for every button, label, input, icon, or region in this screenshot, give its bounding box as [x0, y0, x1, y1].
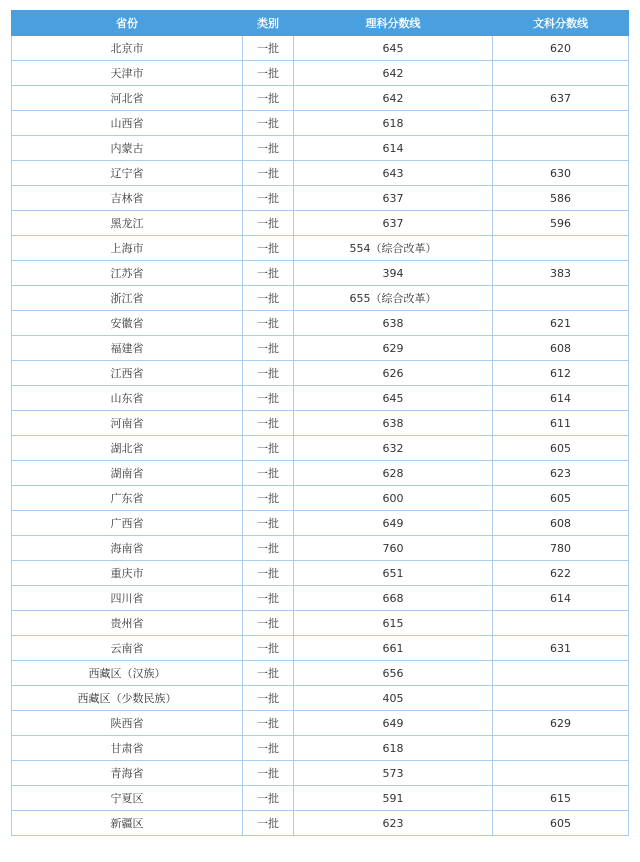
province-cell: 山西省: [12, 111, 243, 136]
liberal-arts-score-cell: 614: [493, 586, 629, 611]
province-cell: 西藏区（少数民族）: [12, 686, 243, 711]
category-cell: 一批: [243, 311, 294, 336]
category-cell: 一批: [243, 486, 294, 511]
table-row: [12, 436, 629, 461]
science-score-cell: 642: [294, 86, 493, 111]
table-row: [12, 661, 629, 686]
table-row: [12, 461, 629, 486]
table-header: [12, 11, 629, 36]
liberal-arts-score-cell: [493, 111, 629, 136]
science-score-cell: 629: [294, 336, 493, 361]
category-cell: 一批: [243, 586, 294, 611]
table-row: [12, 61, 629, 86]
province-cell: 西藏区（汉族）: [12, 661, 243, 686]
liberal-arts-score-cell: 586: [493, 186, 629, 211]
category-cell: 一批: [243, 661, 294, 686]
category-cell: 一批: [243, 736, 294, 761]
category-cell: 一批: [243, 236, 294, 261]
header-liberal-arts-score: 文科分数线: [493, 11, 629, 36]
science-score-cell: 394: [294, 261, 493, 286]
category-cell: 一批: [243, 211, 294, 236]
science-score-cell: 405: [294, 686, 493, 711]
table-row: [12, 811, 629, 836]
province-cell: 内蒙古: [12, 136, 243, 161]
table-row: [12, 486, 629, 511]
province-cell: 重庆市: [12, 561, 243, 586]
province-cell: 湖南省: [12, 461, 243, 486]
category-cell: 一批: [243, 611, 294, 636]
province-cell: 辽宁省: [12, 161, 243, 186]
province-cell: 黑龙江: [12, 211, 243, 236]
science-score-cell: 618: [294, 111, 493, 136]
table-row: [12, 536, 629, 561]
science-score-cell: 618: [294, 736, 493, 761]
category-cell: 一批: [243, 111, 294, 136]
liberal-arts-score-cell: [493, 686, 629, 711]
liberal-arts-score-cell: 605: [493, 436, 629, 461]
category-cell: 一批: [243, 686, 294, 711]
province-cell: 陕西省: [12, 711, 243, 736]
liberal-arts-score-cell: 612: [493, 361, 629, 386]
category-cell: 一批: [243, 136, 294, 161]
science-score-cell: 651: [294, 561, 493, 586]
category-cell: 一批: [243, 786, 294, 811]
table-row: [12, 636, 629, 661]
liberal-arts-score-cell: 629: [493, 711, 629, 736]
province-cell: 天津市: [12, 61, 243, 86]
province-cell: 湖北省: [12, 436, 243, 461]
science-score-cell: 614: [294, 136, 493, 161]
category-cell: 一批: [243, 86, 294, 111]
province-cell: 宁夏区: [12, 786, 243, 811]
category-cell: 一批: [243, 811, 294, 836]
table-row: [12, 711, 629, 736]
liberal-arts-score-cell: 620: [493, 36, 629, 61]
science-score-cell: 638: [294, 411, 493, 436]
category-cell: 一批: [243, 411, 294, 436]
category-cell: 一批: [243, 361, 294, 386]
science-score-cell: 638: [294, 311, 493, 336]
table-row: [12, 786, 629, 811]
province-cell: 江西省: [12, 361, 243, 386]
liberal-arts-score-cell: 383: [493, 261, 629, 286]
liberal-arts-score-cell: 780: [493, 536, 629, 561]
table-row: [12, 561, 629, 586]
province-cell: 广西省: [12, 511, 243, 536]
category-cell: 一批: [243, 436, 294, 461]
liberal-arts-score-cell: [493, 286, 629, 311]
province-cell: 云南省: [12, 636, 243, 661]
province-cell: 浙江省: [12, 286, 243, 311]
liberal-arts-score-cell: 608: [493, 336, 629, 361]
table-row: [12, 186, 629, 211]
score-table: [11, 10, 629, 836]
liberal-arts-score-cell: 631: [493, 636, 629, 661]
table-row: [12, 161, 629, 186]
province-cell: 河北省: [12, 86, 243, 111]
science-score-cell: 642: [294, 61, 493, 86]
liberal-arts-score-cell: 622: [493, 561, 629, 586]
province-cell: 青海省: [12, 761, 243, 786]
science-score-cell: 554（综合改革）: [294, 236, 493, 261]
province-cell: 新疆区: [12, 811, 243, 836]
province-cell: 河南省: [12, 411, 243, 436]
science-score-cell: 637: [294, 211, 493, 236]
liberal-arts-score-cell: 623: [493, 461, 629, 486]
category-cell: 一批: [243, 61, 294, 86]
liberal-arts-score-cell: 605: [493, 811, 629, 836]
category-cell: 一批: [243, 761, 294, 786]
category-cell: 一批: [243, 711, 294, 736]
province-cell: 安徽省: [12, 311, 243, 336]
header-row: [12, 11, 629, 36]
science-score-cell: 628: [294, 461, 493, 486]
liberal-arts-score-cell: 630: [493, 161, 629, 186]
category-cell: 一批: [243, 286, 294, 311]
science-score-cell: 623: [294, 811, 493, 836]
province-cell: 山东省: [12, 386, 243, 411]
table-body: [12, 36, 629, 836]
science-score-cell: 656: [294, 661, 493, 686]
science-score-cell: 626: [294, 361, 493, 386]
category-cell: 一批: [243, 261, 294, 286]
science-score-cell: 661: [294, 636, 493, 661]
table-row: [12, 361, 629, 386]
table-row: [12, 36, 629, 61]
province-cell: 福建省: [12, 336, 243, 361]
liberal-arts-score-cell: [493, 661, 629, 686]
category-cell: 一批: [243, 386, 294, 411]
province-cell: 广东省: [12, 486, 243, 511]
liberal-arts-score-cell: [493, 61, 629, 86]
province-cell: 江苏省: [12, 261, 243, 286]
science-score-cell: 591: [294, 786, 493, 811]
table-row: [12, 411, 629, 436]
category-cell: 一批: [243, 511, 294, 536]
province-cell: 甘肃省: [12, 736, 243, 761]
liberal-arts-score-cell: 615: [493, 786, 629, 811]
category-cell: 一批: [243, 336, 294, 361]
liberal-arts-score-cell: [493, 736, 629, 761]
table-row: [12, 386, 629, 411]
science-score-cell: 573: [294, 761, 493, 786]
province-cell: 贵州省: [12, 611, 243, 636]
category-cell: 一批: [243, 161, 294, 186]
liberal-arts-score-cell: 605: [493, 486, 629, 511]
table-row: [12, 211, 629, 236]
liberal-arts-score-cell: 637: [493, 86, 629, 111]
table-row: [12, 336, 629, 361]
liberal-arts-score-cell: 614: [493, 386, 629, 411]
liberal-arts-score-cell: [493, 611, 629, 636]
liberal-arts-score-cell: [493, 136, 629, 161]
province-cell: 海南省: [12, 536, 243, 561]
category-cell: 一批: [243, 636, 294, 661]
category-cell: 一批: [243, 36, 294, 61]
liberal-arts-score-cell: [493, 236, 629, 261]
science-score-cell: 600: [294, 486, 493, 511]
category-cell: 一批: [243, 561, 294, 586]
table-row: [12, 86, 629, 111]
table-row: [12, 611, 629, 636]
table-row: [12, 511, 629, 536]
header-science-score: 理科分数线: [294, 11, 493, 36]
science-score-cell: 645: [294, 36, 493, 61]
liberal-arts-score-cell: 608: [493, 511, 629, 536]
science-score-cell: 637: [294, 186, 493, 211]
liberal-arts-score-cell: 611: [493, 411, 629, 436]
category-cell: 一批: [243, 186, 294, 211]
table-row: [12, 236, 629, 261]
liberal-arts-score-cell: 621: [493, 311, 629, 336]
table-row: [12, 111, 629, 136]
header-category: 类别: [243, 11, 294, 36]
province-cell: 四川省: [12, 586, 243, 611]
table-row: [12, 286, 629, 311]
science-score-cell: 643: [294, 161, 493, 186]
science-score-cell: 632: [294, 436, 493, 461]
science-score-cell: 649: [294, 711, 493, 736]
province-cell: 吉林省: [12, 186, 243, 211]
province-cell: 北京市: [12, 36, 243, 61]
table-row: [12, 261, 629, 286]
header-province: 省份: [12, 11, 243, 36]
table-row: [12, 736, 629, 761]
science-score-cell: 760: [294, 536, 493, 561]
science-score-cell: 615: [294, 611, 493, 636]
table-row: [12, 136, 629, 161]
science-score-cell: 645: [294, 386, 493, 411]
category-cell: 一批: [243, 461, 294, 486]
table-row: [12, 586, 629, 611]
province-cell: 上海市: [12, 236, 243, 261]
science-score-cell: 668: [294, 586, 493, 611]
table-row: [12, 311, 629, 336]
table-row: [12, 686, 629, 711]
science-score-cell: 655（综合改革）: [294, 286, 493, 311]
category-cell: 一批: [243, 536, 294, 561]
liberal-arts-score-cell: [493, 761, 629, 786]
science-score-cell: 649: [294, 511, 493, 536]
liberal-arts-score-cell: 596: [493, 211, 629, 236]
table-row: [12, 761, 629, 786]
